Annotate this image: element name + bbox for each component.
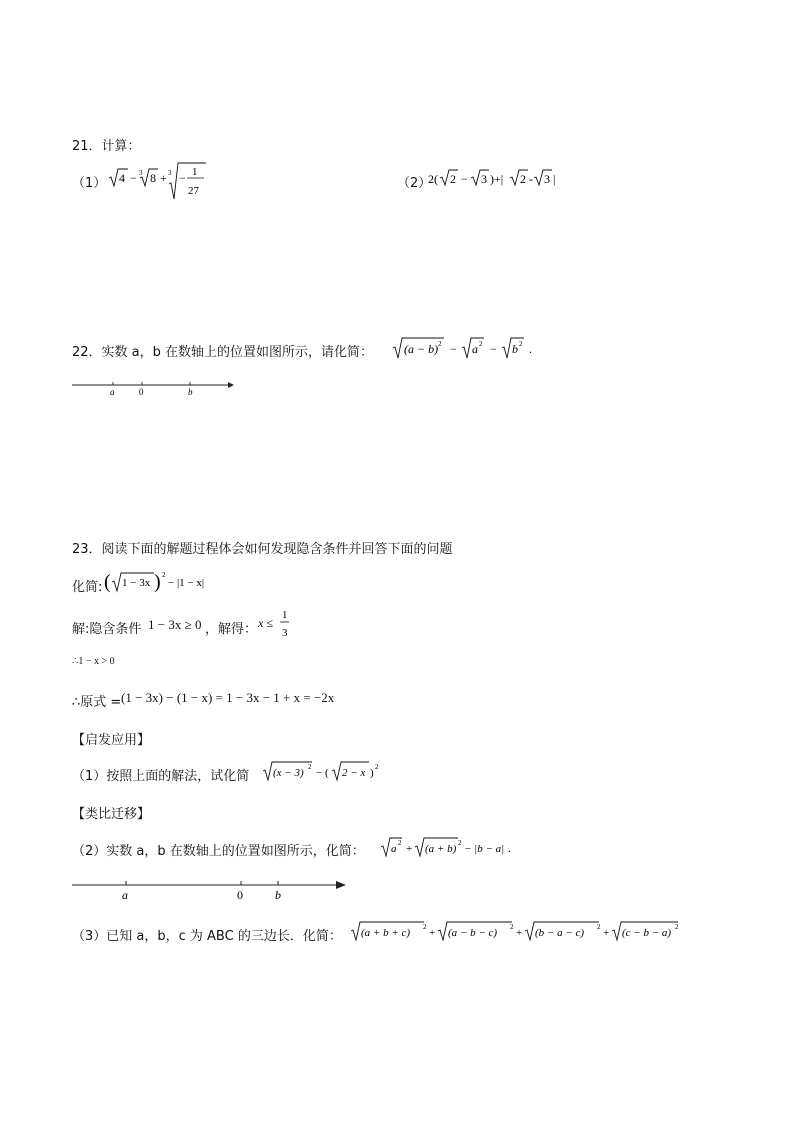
q23-p2-sq: 2 [398, 839, 402, 847]
q23-sol-frac [258, 606, 298, 642]
q23-sol-label: 解:隐含条件 [72, 622, 142, 637]
q23-header: 23．阅读下面的解题过程体会如何发现隐含条件并回答下面的问题 [72, 542, 453, 557]
q22-sq1: 2 [438, 340, 442, 348]
q23-p3-sq2: 2 [510, 923, 514, 931]
q22-axis-a: a [110, 387, 115, 397]
q23-simp-sq: 2 [162, 571, 166, 579]
q23-p1-close: ) [370, 767, 374, 779]
q22-minus2: − [490, 342, 497, 356]
q23-simp-rest: − |1 − x| [168, 577, 205, 589]
q23-simplify-expr [104, 569, 214, 595]
q22-sq2: 2 [479, 340, 483, 348]
q21-p1-num: 1 [192, 166, 198, 178]
q23-p3-r4: (c − b − a) [622, 927, 672, 939]
q21-p1-expr [108, 166, 218, 202]
q23-p2-expr [380, 836, 520, 860]
q21-p2-a: 2( [428, 172, 438, 186]
q23-sol-mid: ，解得： [205, 622, 258, 637]
q23-p3-text: （3）已知 a，b，c 为 ABC 的三边长．化简： [72, 929, 342, 944]
q23-simplify-label: 化简: [72, 580, 103, 595]
q23-therefore1: ∴1 − x > 0 [72, 656, 115, 667]
q21-p1-minus: − [130, 171, 137, 185]
q21-p2-minus: − [461, 172, 468, 186]
q23-p3-plus3: + [603, 927, 610, 939]
q23-p3-r2: (a − b − c) [448, 927, 498, 939]
q23-p3-plus1: + [429, 927, 436, 939]
q23-sol-cond: 1 − 3x ≥ 0 [148, 617, 202, 632]
q23-p3-expr [350, 920, 690, 944]
q21-p2-r3: 3 [481, 172, 487, 186]
q23-p1-sq: 2 [308, 763, 312, 771]
q23-p1-text: （1）按照上面的解法，试化简 [72, 769, 250, 784]
q21-p1-den: 27 [188, 185, 199, 197]
q21-p1-index-b: 3 [168, 169, 172, 177]
q21-p2-expr [428, 168, 558, 190]
q21-p2-b: )+| [490, 172, 504, 186]
q21-p1-label: （1） [72, 176, 107, 191]
q22-a: a [472, 342, 478, 356]
q23-p2-period: . [508, 843, 511, 855]
q23-p2-rest: − |b − a| [464, 843, 505, 855]
q22-axis-b: b [188, 387, 193, 397]
q22-b: b [512, 342, 518, 356]
q23-p1-sq2: 2 [375, 763, 379, 771]
paren-open: ( [104, 571, 111, 593]
q23-number-line [72, 876, 352, 904]
q23-p3-r1: (a + b + c) [361, 927, 411, 939]
q23-section-1: 【启发应用】 [72, 733, 151, 748]
q23-therefore2-expr: (1 − 3x) − (1 − x) = 1 − 3x − 1 + x = −2x [121, 690, 335, 705]
q23-p2-text: （2）实数 a，b 在数轴上的位置如图所示，化简： [72, 844, 365, 859]
q21-p2-label: （2） [397, 176, 432, 191]
q22-expr [392, 336, 542, 362]
q23-p3-r3: (b − a − c) [535, 927, 585, 939]
q23-sol-den: 3 [282, 627, 288, 639]
q23-sol-num: 1 [282, 609, 288, 621]
q23-axis-a: a [122, 888, 128, 902]
q21-p2-bar: | [553, 172, 556, 186]
q23-therefore2-label: ∴原式 = [72, 695, 122, 710]
q21-header: 21．计算： [72, 139, 141, 154]
q22-axis-0: 0 [139, 387, 144, 397]
q23-p1-r2: 2 − x [342, 767, 366, 779]
arrow-icon [228, 382, 234, 388]
q23-simp-inner: 1 − 3x [122, 577, 151, 589]
q22-sq3: 2 [519, 340, 523, 348]
q23-p2-r1: a [391, 843, 397, 855]
q21-p2-dash: - [529, 172, 533, 186]
q23-p1-r1: (x − 3) [273, 767, 304, 779]
q23-p3-sq3: 2 [597, 923, 601, 931]
q21-p2-r2b: 2 [520, 172, 526, 186]
q23-p2-plus: + [406, 843, 413, 855]
q23-p1-expr [262, 760, 392, 784]
q22-number-line [72, 378, 237, 400]
q23-p2-sq2: 2 [458, 839, 462, 847]
q23-sol-x: x ≤ [258, 616, 273, 630]
q22-inner1: (a − b) [404, 342, 439, 356]
q21-p1-neg: − [179, 171, 186, 185]
q23-p3-sq4: 2 [675, 923, 679, 931]
q23-p3-sq1: 2 [423, 923, 427, 931]
q22-period: . [529, 342, 532, 356]
q23-axis-b: b [275, 888, 281, 902]
q22-minus1: − [450, 342, 457, 356]
q21-p1-t2: 8 [150, 171, 156, 185]
q23-axis-0: 0 [237, 888, 243, 902]
q21-p1-t1: 4 [119, 171, 125, 185]
q23-p2-r2: (a + b) [425, 843, 457, 855]
paren-close: ) [154, 571, 161, 593]
q22-text: 22．实数 a，b 在数轴上的位置如图所示，请化简： [72, 345, 374, 360]
q21-p2-r3b: 3 [544, 172, 550, 186]
q21-p2-r2: 2 [450, 172, 456, 186]
q21-p1-plus: + [160, 171, 167, 185]
arrow-icon [336, 881, 346, 889]
q21-p1-index-a: 3 [139, 169, 143, 177]
q23-section-2: 【类比迁移】 [72, 807, 151, 822]
q23-p3-plus2: + [516, 927, 523, 939]
q23-p1-minus: − ( [316, 767, 329, 779]
